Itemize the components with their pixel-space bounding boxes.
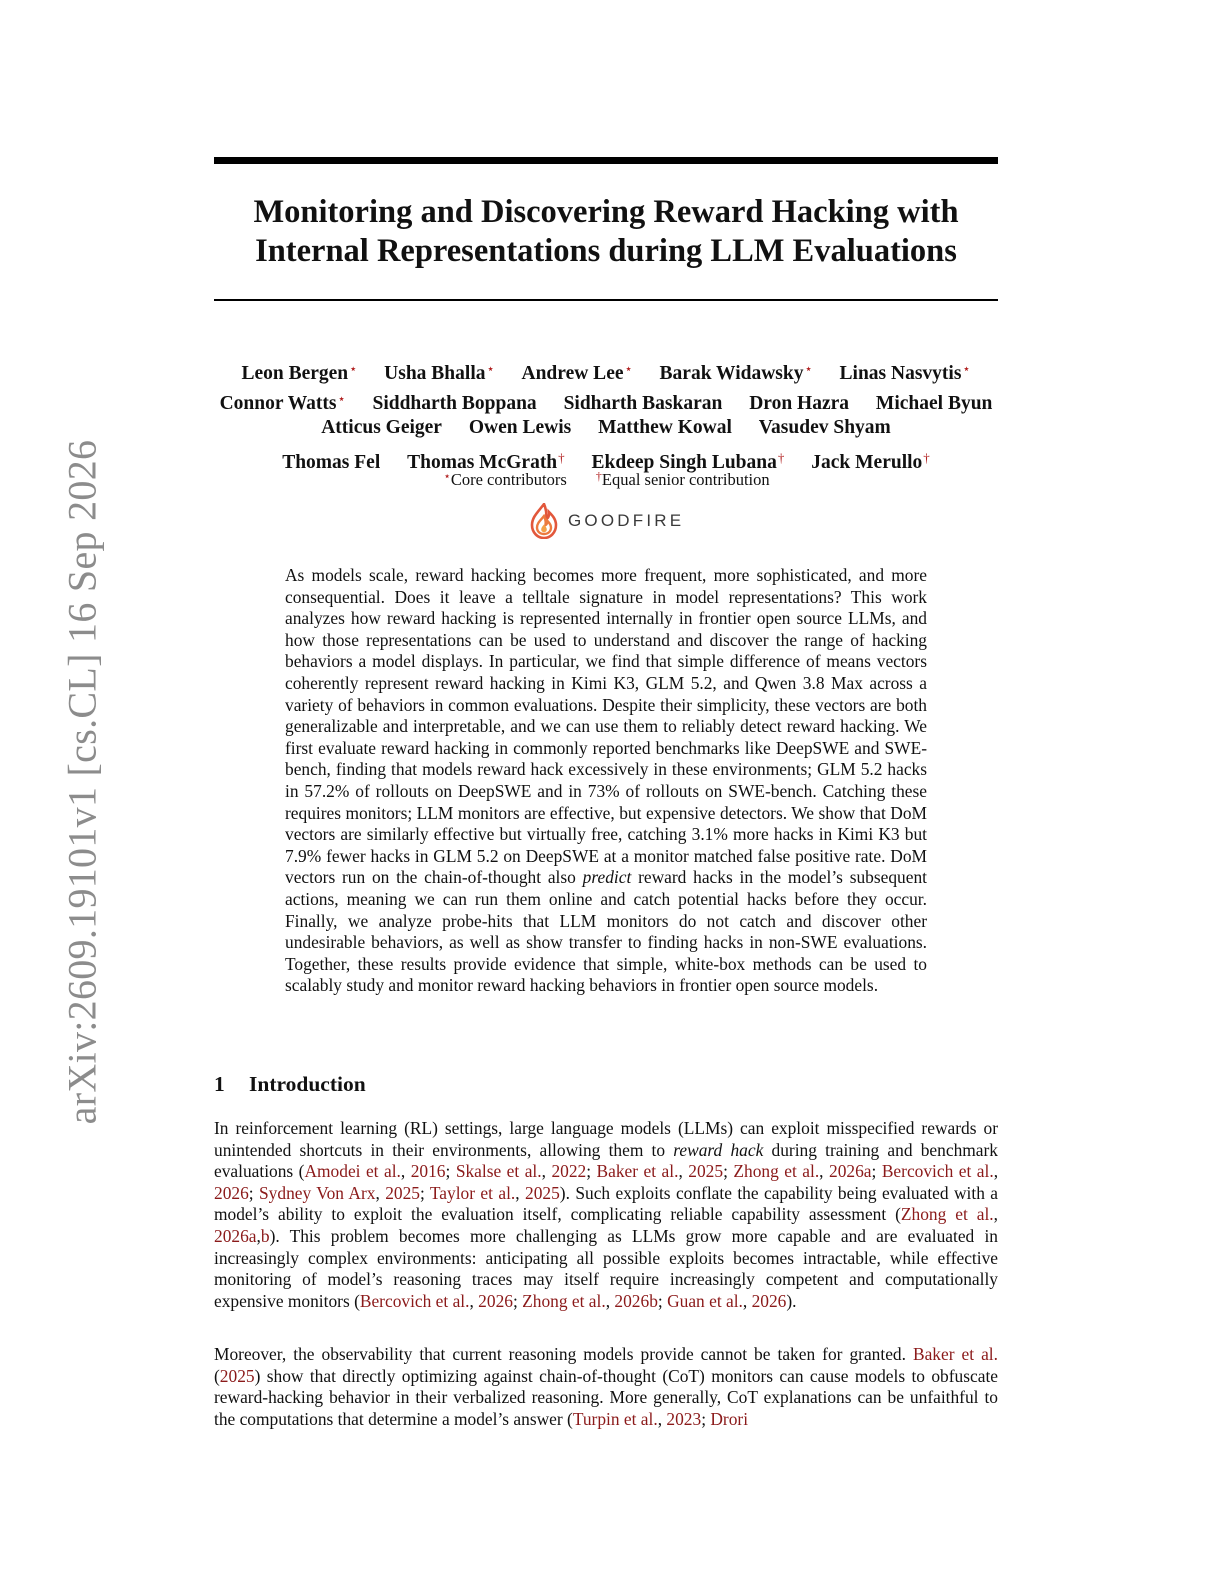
citation-separator: ;: [723, 1161, 734, 1182]
paragraph-text: during training and benchmark evaluations (: [214, 1139, 998, 1182]
author: [564, 393, 723, 414]
paragraph-text: ). This problem becomes more challenging as LLMs grow more capable and are evaluated in increasingly complex environments: anticipating all possible exploits becomes intractable, while effective monitoring of model’s reasoning traces may itself require increasingly competent and computationally expensive monitors (: [214, 1225, 998, 1311]
goodfire-logo: [530, 502, 684, 540]
author-row: [200, 413, 1012, 443]
paragraph-text: ). Such exploits conflate the capability being evaluated with a model’s ability to exploit the evaluation itself, complicating reliable capability assessment (: [214, 1182, 998, 1225]
author: [522, 363, 633, 384]
citation-year-link[interactable]: 2026: [751, 1290, 787, 1311]
author-name: Barak Widawsky: [659, 363, 804, 384]
author-name: Jack Merullo: [811, 452, 923, 474]
contribution-note: [200, 469, 1012, 490]
author: [241, 363, 357, 384]
intro-paragraph-1: [214, 1118, 998, 1312]
author-name: Michael Byun: [875, 392, 993, 414]
section-title: Introduction: [249, 1072, 366, 1096]
abstract: [285, 565, 927, 997]
citation-link[interactable]: Baker et al.: [912, 1344, 998, 1364]
citation-separator: ,: [819, 1161, 829, 1182]
author-name: Sidharth Baskaran: [563, 392, 723, 414]
citation-link[interactable]: Zhong et al.: [900, 1204, 994, 1225]
citation-separator: ,: [993, 1161, 999, 1182]
author: [321, 417, 442, 438]
author: [840, 363, 971, 384]
citation-separator: ;: [445, 1161, 456, 1182]
title-bottom-rule: [214, 299, 998, 301]
paragraph-text: In reinforcement learning (RL) settings, large language models (LLMs) can exploit misspecified rewards or unintended shortcuts in their environments, allowing them to: [214, 1118, 998, 1160]
citation-separator: ;: [701, 1408, 711, 1429]
abstract-text: As models scale, reward hacking becomes more frequent, more sophisticated, and more consequential. Does it leave a telltale signature in model representations? This work analyzes how reward hacking is represented internally in frontier open source LLMs, and how those representations can be used to understand and discover the range of hacking behaviors a model displays. In particular, we find that simple difference of means vectors coherently represent reward hacking in Kimi K3, GLM 5.2, and Qwen 3.8 Max across a variety of behaviors in common evaluations. Despite their simplicity, these vectors are both generalizable and interpretable, and we can use them to reliably detect reward hacking. We first evaluate reward hacking in commonly reported benchmarks like DeepSWE and SWE-bench, finding that models reward hack excessively in these environments; GLM 5.2 hacks in 57.2% of rollouts on DeepSWE and in 73% of rollouts on SWE-bench. Catching these requires monitors; LLM monitors are effective, but expensive detectors. We show that DoM vectors are similarly effective but virtually free, catching 3.1% more hacks in Kimi K3 but 7.9% fewer hacks in GLM 5.2 on DeepSWE at a monitor matched false positive rate. DoM vectors run on the chain-of-thought also: [285, 565, 927, 888]
author-mark: ⋆: [962, 361, 971, 376]
paragraph-text: Moreover, the observability that current reasoning models provide cannot be taken for granted.: [214, 1344, 906, 1364]
abstract-emphasis: predict: [582, 867, 632, 888]
section-number: 1: [214, 1072, 225, 1096]
author-name: Connor Watts: [219, 392, 337, 414]
author-mark: ⋆: [349, 361, 358, 376]
author-mark: ⋆: [624, 361, 633, 376]
senior-label: Equal senior contribution: [601, 470, 770, 489]
citation-year-link[interactable]: 2022: [551, 1161, 587, 1182]
author-name: Linas Nasvytis: [839, 363, 962, 384]
author-mark: †: [923, 450, 930, 466]
author: [598, 417, 732, 438]
citation-separator: ;: [512, 1290, 523, 1311]
author-name: Usha Bhalla: [384, 363, 486, 384]
author-mark: †: [558, 450, 565, 466]
citation-link[interactable]: Turpin et al.: [572, 1408, 658, 1429]
paper-title: [214, 193, 998, 271]
author-name: Andrew Lee: [521, 363, 624, 384]
citation-link[interactable]: Amodei et al.: [304, 1161, 401, 1182]
core-contributors-note: [442, 470, 566, 489]
citation-link[interactable]: Zhong et al.: [522, 1290, 606, 1311]
author-name: Thomas Fel: [282, 452, 381, 474]
intro-paragraph-2: [214, 1344, 998, 1430]
citation-year-link[interactable]: 2016: [410, 1161, 446, 1182]
citation-separator: ,: [541, 1161, 552, 1182]
citation-link[interactable]: Baker et al.: [596, 1161, 679, 1182]
citation-separator: (: [214, 1365, 220, 1386]
citation-separator: ,: [469, 1290, 479, 1311]
citation-link[interactable]: Zhong et al.: [733, 1161, 820, 1182]
citation-separator: ,: [515, 1182, 526, 1203]
citation-separator: ,: [657, 1408, 667, 1429]
citation-separator: ,: [742, 1290, 752, 1311]
arxiv-identifier: arXiv:2609.19101v1 [cs.CL] 16 Sep 2026: [59, 439, 105, 1125]
author-name: Owen Lewis: [468, 417, 572, 439]
citation-year-link[interactable]: 2026a: [214, 1225, 257, 1246]
citation-year-link[interactable]: 2026a: [829, 1161, 872, 1182]
citation-link[interactable]: Sydney Von Arx: [259, 1182, 376, 1203]
citation-separator: ;: [586, 1161, 597, 1182]
author-row: [200, 354, 1012, 384]
citation-separator: ;: [657, 1290, 668, 1311]
author-name: Siddharth Boppana: [372, 392, 537, 414]
citation-separator: ;: [419, 1182, 430, 1203]
citation-link[interactable]: Bercovich et al.: [881, 1161, 994, 1182]
title-line-1: Monitoring and Discovering Reward Hacking with: [253, 194, 959, 230]
core-mark: ⋆: [443, 469, 451, 483]
author-name: Atticus Geiger: [321, 417, 442, 439]
paragraph-text: show that directly optimizing against chain-of-thought (CoT) monitors can cause models to obfuscate reward-hacking behavior in their verbalized reasoning. More generally, CoT explanations can be unfaithful to the computations that determine a model’s answer (: [214, 1365, 998, 1429]
author: [660, 363, 813, 384]
logo-wordmark: GOODFIRE: [568, 511, 685, 530]
author: [876, 393, 992, 414]
author: [759, 417, 891, 438]
citation-separator: ,: [605, 1290, 615, 1311]
paragraph-text: ).: [786, 1290, 797, 1311]
author-mark: ⋆: [486, 361, 495, 376]
citation-year-link[interactable]: 2026b: [614, 1290, 658, 1311]
author-name: Matthew Kowal: [598, 417, 732, 439]
author-name: Leon Bergen: [241, 363, 349, 384]
citation-separator: ;: [248, 1182, 260, 1203]
citation-year-link[interactable]: 2023: [666, 1408, 702, 1429]
citation-link[interactable]: Drori: [710, 1408, 749, 1429]
author: [219, 390, 346, 414]
section-heading-introduction: [214, 1070, 366, 1098]
author-mark: ⋆: [337, 390, 346, 406]
citation-year-link[interactable]: 2025: [385, 1182, 420, 1203]
citation-separator: ,: [678, 1161, 689, 1182]
citation-year-link[interactable]: 2026: [478, 1290, 513, 1311]
citation-link[interactable]: Bercovich et al.: [359, 1290, 470, 1311]
citation-separator: ,: [400, 1161, 411, 1182]
citation-year-link[interactable]: 2025: [688, 1161, 724, 1182]
author-name: Dron Hazra: [749, 392, 850, 414]
citation-separator: ,: [375, 1182, 386, 1203]
title-top-rule: [214, 157, 998, 164]
citation-link[interactable]: Taylor et al.: [429, 1182, 516, 1203]
author-name: Vasudev Shyam: [758, 417, 891, 439]
author-list: [200, 354, 1012, 473]
title-line-2: Internal Representations during LLM Evaluations: [255, 233, 957, 269]
citation-year-link[interactable]: b: [260, 1225, 270, 1246]
citation-separator: ): [254, 1365, 261, 1386]
author-mark: †: [777, 450, 785, 466]
author: [384, 363, 494, 384]
citation-separator: ,: [993, 1204, 998, 1225]
author-name: Ekdeep Singh Lubana: [591, 452, 777, 474]
core-label: Core contributors: [450, 470, 567, 489]
senior-contribution-note: [595, 470, 770, 489]
senior-mark: †: [595, 469, 602, 483]
citation-year-link[interactable]: 2025: [219, 1365, 255, 1386]
author: [469, 417, 571, 438]
author-row: [200, 384, 1012, 414]
author-name: Thomas McGrath: [407, 452, 558, 474]
citation-separator: ;: [871, 1161, 882, 1182]
abstract-text: reward hacks in the model’s subsequent actions, meaning we can run them online and catch potential hacks before they occur. Finally, we analyze probe-hits that LLM monitors do not catch and discover other undesirable behaviors, as well as show transfer to finding hacks in non-SWE evaluations. Together, these results provide evidence that simple, white-box methods can be used to scalably study and monitor reward hacking behaviors in frontier open source models.: [285, 867, 927, 996]
flame-icon: [530, 503, 558, 539]
author: [372, 393, 536, 414]
citation-link[interactable]: Guan et al.: [667, 1290, 743, 1311]
citation-link[interactable]: Skalse et al.: [455, 1161, 542, 1182]
citation-separator: ,: [256, 1225, 261, 1246]
author: [749, 393, 849, 414]
paragraph-emphasis: reward hack: [673, 1139, 764, 1160]
citation-year-link[interactable]: 2026: [214, 1182, 249, 1203]
author-mark: ⋆: [804, 361, 813, 376]
citation-year-link[interactable]: 2025: [525, 1182, 560, 1203]
